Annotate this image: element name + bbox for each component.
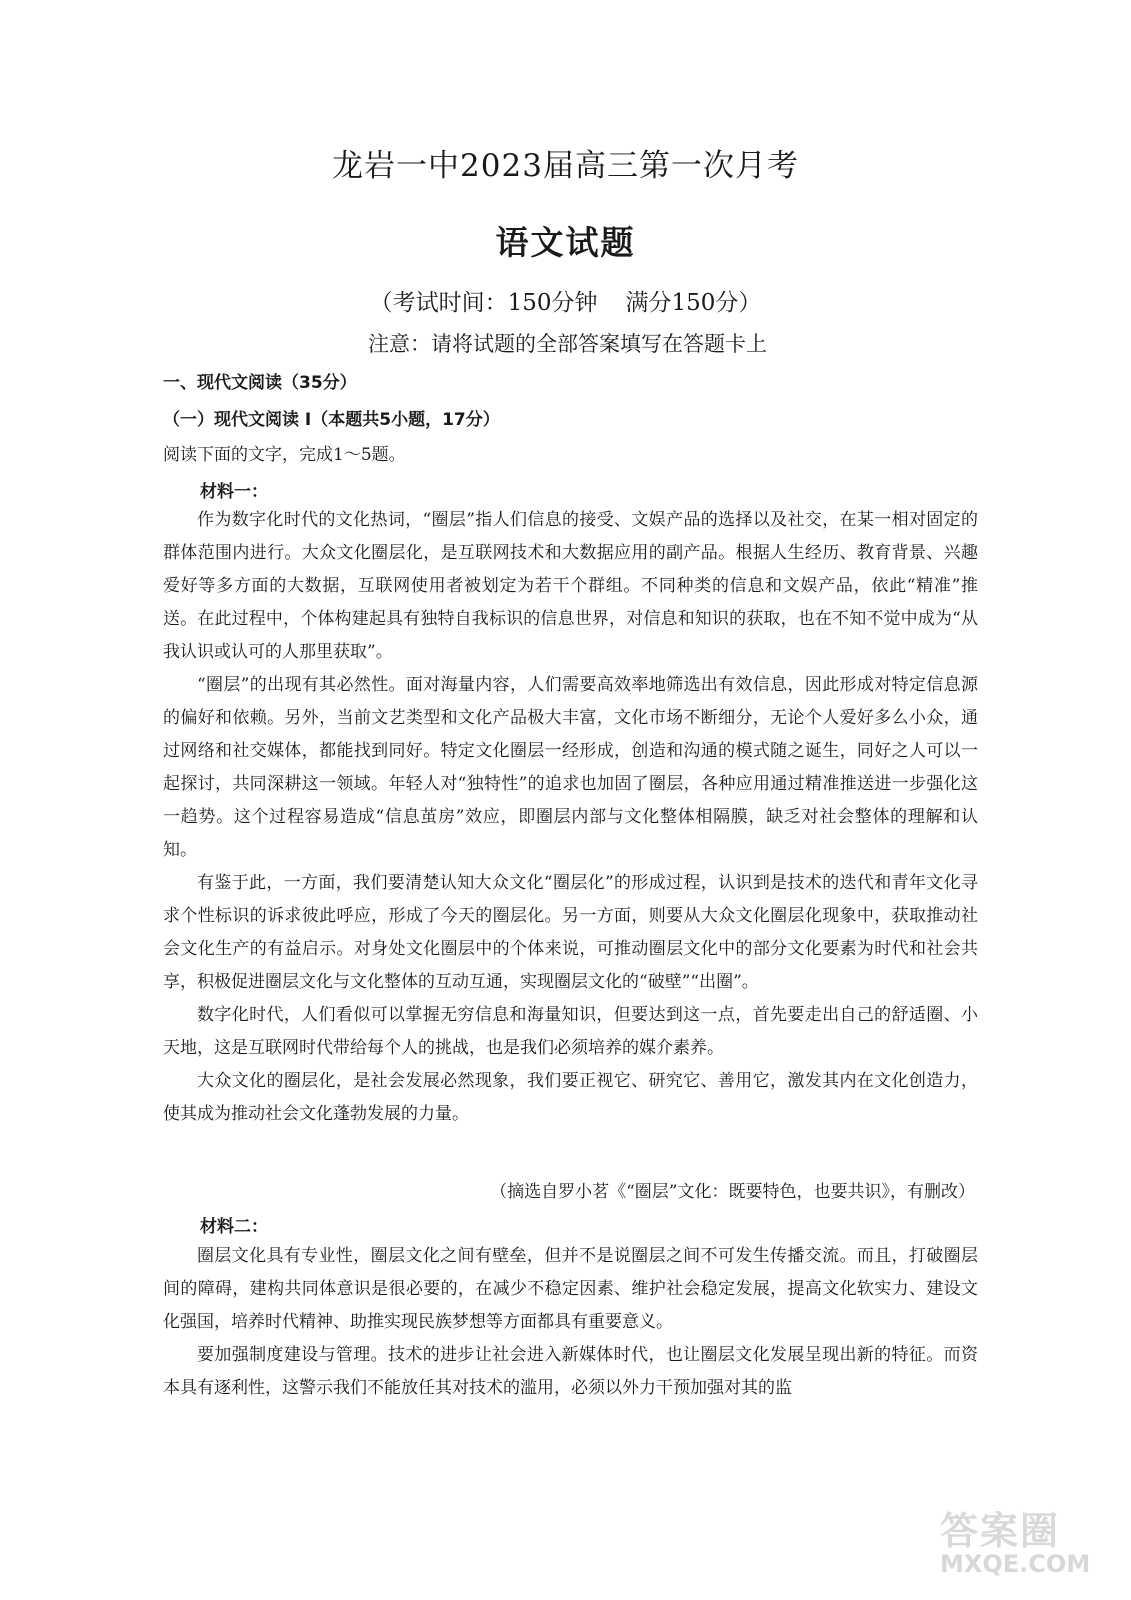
exam-time: （考试时间：150分钟 (369, 290, 598, 316)
exam-notice: 注意：请将试题的全部答案填写在答题卡上 (368, 332, 767, 356)
watermark-logo: 答案圈 (940, 1509, 1061, 1553)
exam-title: 龙岩一中2023届高三第一次月考 (332, 148, 799, 184)
exam-score: 满分150分） (625, 290, 762, 316)
material-two-label: 材料二： (200, 1217, 268, 1237)
subject-title: 语文试题 (495, 223, 636, 262)
reading-instruction: 阅读下面的文字，完成1～5题。 (163, 445, 406, 465)
material-two-paragraph: 圈层文化具有专业性，圈层文化之间有壁垒，但并不是说圈层之间不可发生传播交流。而且，打破圈层间的障碍，建构共同体意识是很必要的，在减少不稳定因素、维护社会稳定发展，提高文化软实力、建设文化强国，培养时代精神、助推实现民族梦想等方面都具有重要意义。 (163, 1246, 978, 1332)
section-heading: 一、现代文阅读（35分） (163, 373, 357, 393)
material-one-paragraph: 作为数字化时代的文化热词，“圈层”指人们信息的接受、文娱产品的选择以及社交，在某一相对固定的群体范围内进行。大众文化圈层化，是互联网技术和大数据应用的副产品。根据人生经历、教育背景、兴趣爱好等多方面的大数据，互联网使用者被划定为若干个群组。不同种类的信息和文娱产品，依此“精准”推送。在此过程中，个体构建起具有独特自我标识的信息世界，对信息和知识的获取，也在不知不觉中成为“从我认识或认可的人那里获取”。 (163, 510, 978, 662)
material-one-label: 材料一： (200, 482, 268, 502)
watermark-url: MXQE.COM (940, 1550, 1091, 1578)
exam-info (0, 284, 1131, 317)
material-one-paragraph: 数字化时代，人们看似可以掌握无穷信息和海量知识，但要达到这一点，首先要走出自己的舒适圈、小天地，这是互联网时代带给每个人的挑战，也是我们必须培养的媒介素养。 (163, 1005, 978, 1058)
material-one-paragraph: 大众文化的圈层化，是社会发展必然现象，我们要正视它、研究它、善用它，激发其内在文化创造力，使其成为推动社会文化蓬勃发展的力量。 (163, 1071, 978, 1124)
material-two-paragraph: 要加强制度建设与管理。技术的进步让社会进入新媒体时代，也让圈层文化发展呈现出新的特征。而资本具有逐利性，这警示我们不能放任其对技术的滥用，必须以外力干预加强对其的监 (163, 1345, 978, 1398)
sub-section-heading: （一）现代文阅读 I（本题共5小题，17分） (163, 410, 500, 430)
material-two-text (163, 1240, 978, 1405)
material-one-paragraph: 有鉴于此，一方面，我们要清楚认知大众文化“圈层化”的形成过程，认识到是技术的迭代和青年文化寻求个性标识的诉求彼此呼应，形成了今天的圈层化。另一方面，则要从大众文化圈层化现象中，获取推动社会文化生产的有益启示。对身处文化圈层中的个体来说，可推动圈层文化中的部分文化要素为时代和社会共享，积极促进圈层文化与文化整体的互动互通，实现圈层文化的“破壁”“出圈”。 (163, 873, 978, 992)
material-one-source: （摘选自罗小茗《“圈层”文化：既要特色，也要共识》，有删改） (490, 1182, 975, 1202)
material-one-text (163, 504, 978, 1131)
site-watermark (940, 1500, 1090, 1580)
material-one-paragraph: “圈层”的出现有其必然性。面对海量内容，人们需要高效率地筛选出有效信息，因此形成对特定信息源的偏好和依赖。另外，当前文艺类型和文化产品极大丰富，文化市场不断细分，无论个人爱好多么小众，通过网络和社交媒体，都能找到同好。特定文化圈层一经形成，创造和沟通的模式随之诞生，同好之人可以一起探讨，共同深耕这一领域。年轻人对“独特性”的追求也加固了圈层，各种应用通过精准推送进一步强化这一趋势。这个过程容易造成“信息茧房”效应，即圈层内部与文化整体相隔膜，缺乏对社会整体的理解和认知。 (163, 675, 978, 860)
